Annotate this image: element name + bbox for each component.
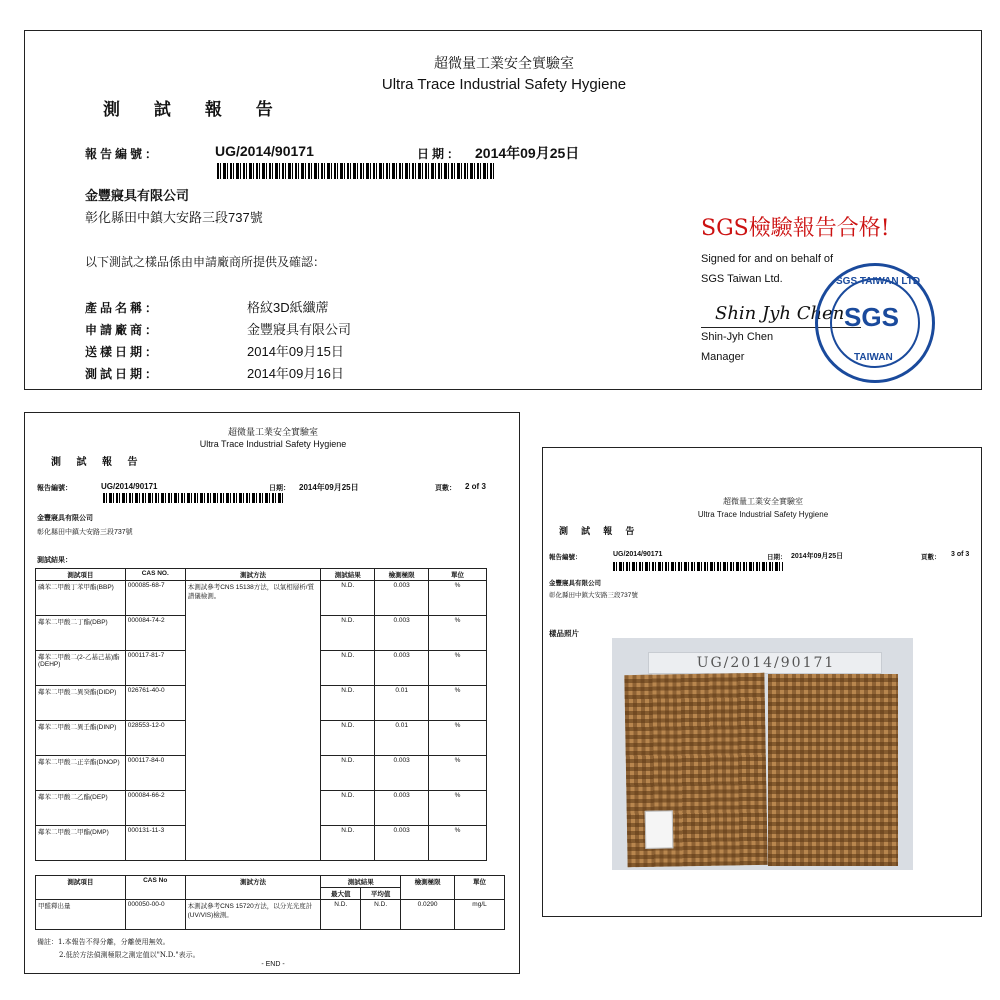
test-item: 鄰苯二甲酸二異壬酯(DINP) [36,721,126,756]
table-header: CAS NO. [125,569,185,581]
barcode [613,562,783,571]
sample-note: 以下測試之樣品係由申請廠商所提供及確認： [85,255,326,269]
test-result: N.D. [321,721,375,756]
report-no: UG/2014/90171 [215,143,314,159]
table-header: 檢測極限 [375,569,429,581]
table-header: 檢測極限 [401,876,455,900]
applicant: 金豐寢具有限公司 [247,322,352,337]
detection-limit: 0.003 [375,756,429,791]
field-label: 送樣日期： [85,345,161,359]
formaldehyde-results-table [35,875,505,930]
unit: % [429,756,487,791]
photo-label: 樣品照片 [549,629,579,638]
sgs-seal-icon [815,263,935,383]
result-avg: N.D. [361,900,401,930]
barcode [103,493,283,503]
report-page-2 [24,412,520,974]
page-number: 2 of 3 [465,482,486,491]
table-header: 測試結果 [321,876,401,888]
report-title: 測 試 報 告 [51,457,144,468]
unit: % [429,616,487,651]
date-label: 日期： [767,554,787,561]
table-header: 測試方法 [185,569,321,581]
sample-received-date: 2014年09月15日 [247,344,344,359]
report-no: UG/2014/90171 [613,551,663,558]
table-row [36,581,487,616]
note-1: 備註：1.本報告不得分離，分離使用無效。 [37,938,170,946]
table-header: 測試項目 [36,876,126,900]
test-result: N.D. [321,791,375,826]
cas-number: 000117-81-7 [125,651,185,686]
signer-title: Manager [701,351,745,363]
sample-tag [645,810,674,848]
seal-bottom-text: TAIWAN [854,352,893,363]
cas-number: 000084-66-2 [125,791,185,826]
report-no-label: 報告編號： [85,147,161,161]
cas-number: 026761-40-0 [125,686,185,721]
detection-limit: 0.003 [375,791,429,826]
cas-number: 000131-11-3 [125,826,185,861]
detection-limit: 0.01 [375,686,429,721]
test-item: 鄰苯二甲酸二丁酯(DBP) [36,616,126,651]
test-date: 2014年09月16日 [247,366,344,381]
signed-for-text: Signed for and on behalf of [701,253,834,265]
test-item: 鄰苯二甲酸二甲酯(DMP) [36,826,126,861]
detection-limit: 0.01 [375,721,429,756]
company-name: 金豐寢具有限公司 [37,515,93,522]
cas-number: 000084-74-2 [125,616,185,651]
phthalate-results-table [35,568,487,861]
test-result: N.D. [321,686,375,721]
report-date: 2014年09月25日 [299,483,359,492]
test-result: N.D. [321,616,375,651]
mat-sample-right [768,674,898,866]
product-name: 格紋3D紙纖蓆 [247,300,329,315]
field-label: 申請廠商： [85,323,161,337]
cas-number: 000085-68-7 [125,581,185,616]
test-item: 磷苯二甲酸丁苯甲酯(BBP) [36,581,126,616]
lab-name-en: Ultra Trace Industrial Safety Hygiene [697,510,829,519]
sample-photo [612,638,913,870]
test-result: N.D. [321,651,375,686]
signature-script: Shin Jyh Chen [715,303,845,324]
report-title: 測 試 報 告 [103,100,287,120]
seal-logo: SGS [844,302,899,332]
company-name: 金豐寢具有限公司 [85,188,190,203]
cas-number: 028553-12-0 [125,721,185,756]
table-header: 測試結果 [321,569,375,581]
field-label: 測試日期： [85,367,161,381]
report-no-label: 報告編號： [37,485,72,492]
signer-name: Shin-Jyh Chen [701,331,774,343]
end-marker: - END - [261,961,285,968]
report-cover-page [24,30,982,390]
results-label: 測試結果： [37,557,72,564]
table-header: 測試方法 [185,876,321,900]
lab-name-en: Ultra Trace Industrial Safety Hygiene [199,439,347,449]
table-header: CAS No [125,876,185,900]
table-subheader: 平均值 [361,888,401,900]
table-header: 單位 [455,876,505,900]
test-item: 甲醛釋出量 [36,900,126,930]
detection-limit: 0.003 [375,651,429,686]
signing-company: SGS Taiwan Ltd. [701,273,783,285]
test-result: N.D. [321,581,375,616]
photo-tag: UG/2014/90171 [696,655,836,671]
page-label: 頁數： [435,485,456,492]
lab-name-cn: 超微量工業安全實驗室 [723,497,803,506]
unit: % [429,651,487,686]
page-number: 3 of 3 [951,551,970,558]
test-method: 本測試參考CNS 15138方法，以氣相層析/質譜儀檢測。 [185,581,321,861]
date-label: 日期： [269,485,290,492]
test-item: 鄰苯二甲酸二(2-乙基己基)酯(DEHP) [36,651,126,686]
barcode [217,163,495,179]
table-header: 測試項目 [36,569,126,581]
sgs-pass-banner: SGS檢驗報告合格! [701,216,890,241]
company-address: 彰化縣田中鎮大安路三段737號 [85,210,263,225]
company-address: 彰化縣田中鎮大安路三段737號 [37,529,133,536]
cas-number: 000117-84-0 [125,756,185,791]
company-name: 金豐寢具有限公司 [549,580,601,587]
table-row [36,900,505,930]
unit: % [429,721,487,756]
test-result: N.D. [321,826,375,861]
report-date: 2014年09月25日 [475,145,580,161]
report-title: 測 試 報 告 [559,527,640,537]
report-no: UG/2014/90171 [101,482,158,491]
test-method: 本測試參考CNS 15720方法，以分光光度計(UV/VIS)檢測。 [185,900,321,930]
report-date: 2014年09月25日 [791,553,844,560]
lab-name-cn: 超微量工業安全實驗室 [227,428,318,438]
page-label: 頁數： [921,554,941,561]
unit: % [429,686,487,721]
table-subheader: 最大值 [321,888,361,900]
lab-name-en: Ultra Trace Industrial Safety Hygiene [381,76,627,93]
date-label: 日期： [417,147,463,161]
unit: % [429,791,487,826]
detection-limit: 0.003 [375,826,429,861]
seal-top-text: SGS TAIWAN LTD [836,276,921,287]
lab-name-cn: 超微量工業安全實驗室 [434,56,574,72]
report-page-3 [542,447,982,917]
cas-number: 000050-00-0 [125,900,185,930]
unit: mg/L [455,900,505,930]
unit: % [429,581,487,616]
test-item: 鄰苯二甲酸二異癸酯(DIDP) [36,686,126,721]
table-header: 單位 [429,569,487,581]
report-no-label: 報告編號： [549,554,582,561]
test-result: N.D. [321,756,375,791]
note-2: 2.低於方法偵測極限之測定值以"N.D."表示。 [59,951,200,959]
mat-sample-left [624,673,767,867]
unit: % [429,826,487,861]
detection-limit: 0.003 [375,616,429,651]
detection-limit: 0.003 [375,581,429,616]
field-label: 產品名稱： [85,301,161,315]
detection-limit: 0.0290 [401,900,455,930]
photo-tag-strip [648,652,882,674]
test-item: 鄰苯二甲酸二正辛酯(DNOP) [36,756,126,791]
test-item: 鄰苯二甲酸二乙酯(DEP) [36,791,126,826]
result-max: N.D. [321,900,361,930]
company-address: 彰化縣田中鎮大安路三段737號 [549,592,638,599]
